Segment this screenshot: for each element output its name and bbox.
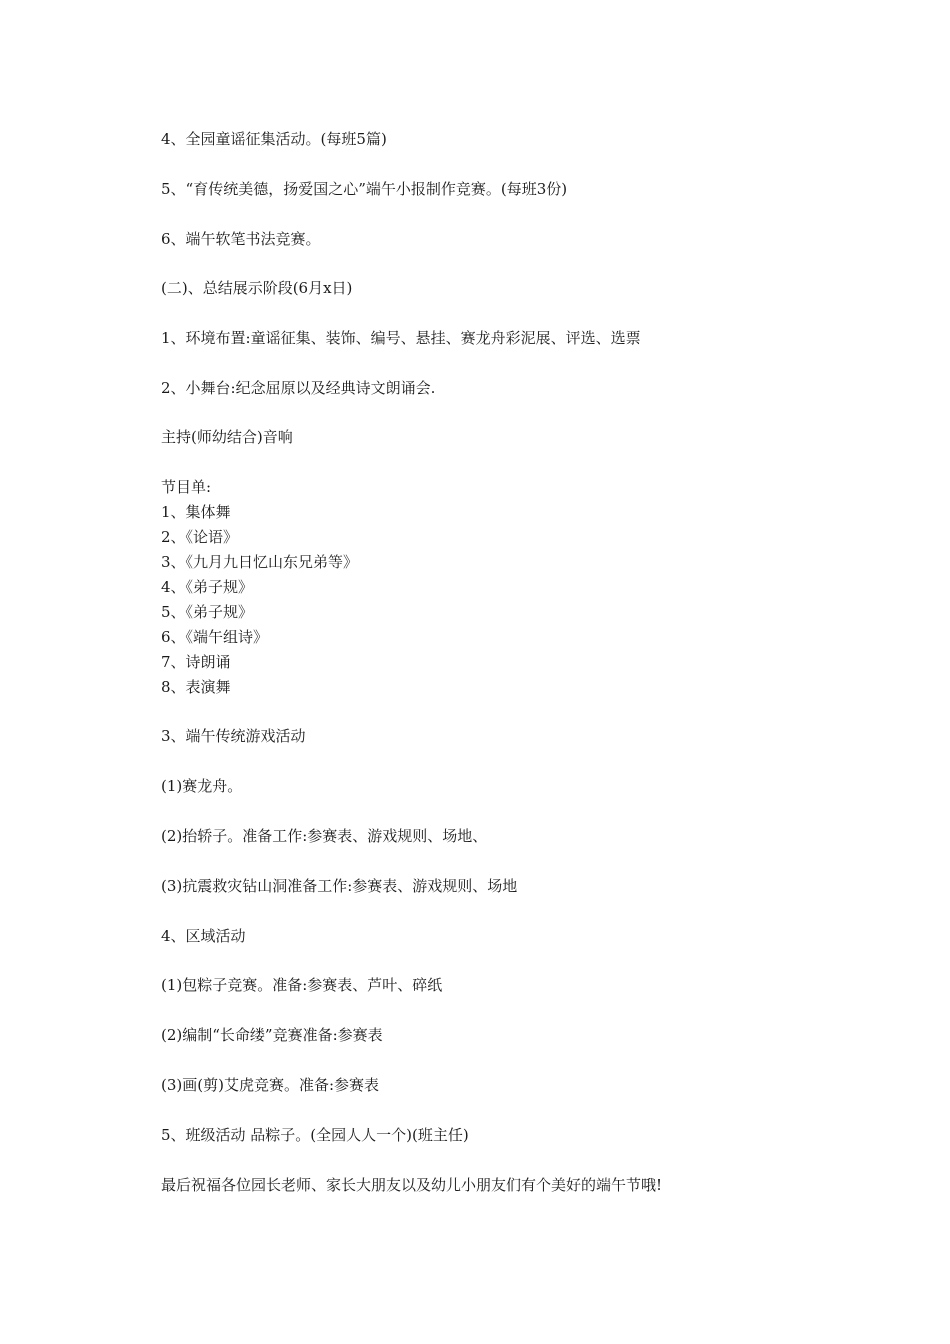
program-item: 5、《弟子规》	[161, 603, 254, 621]
stage-item: 2、小舞台:纪念屈原以及经典诗文朗诵会.	[161, 379, 436, 397]
host-line: 主持(师幼结合)音响	[161, 428, 293, 446]
program-item: 1、集体舞	[161, 503, 231, 521]
program-item: 7、诗朗诵	[161, 653, 231, 671]
area-heading: 4、区域活动	[161, 927, 246, 945]
activity-item: 4、全园童谣征集活动。(每班5篇)	[161, 130, 387, 148]
stage-item: 1、环境布置:童谣征集、装饰、编号、悬挂、赛龙舟彩泥展、评选、选票	[161, 329, 641, 347]
area-item: (2)编制“长命缕”竞赛准备:参赛表	[161, 1026, 383, 1044]
stage-heading: (二)、总结展示阶段(6月x日)	[161, 279, 353, 297]
program-item: 6、《端午组诗》	[161, 628, 269, 646]
game-item: (2)抬轿子。准备工作:参赛表、游戏规则、场地、	[161, 827, 488, 845]
program-heading: 节目单:	[161, 478, 212, 496]
program-item: 8、表演舞	[161, 678, 231, 696]
closing-line: 最后祝福各位园长老师、家长大朋友以及幼儿小朋友们有个美好的端午节哦!	[161, 1176, 663, 1194]
game-item: (3)抗震救灾钻山洞准备工作:参赛表、游戏规则、场地	[161, 877, 518, 895]
program-item: 3、《九月九日忆山东兄弟等》	[161, 553, 359, 571]
area-item: (1)包粽子竞赛。准备:参赛表、芦叶、碎纸	[161, 976, 443, 994]
games-heading: 3、端午传统游戏活动	[161, 727, 306, 745]
program-item: 2、《论语》	[161, 528, 239, 546]
area-item: (3)画(剪)艾虎竞赛。准备:参赛表	[161, 1076, 380, 1094]
activity-item: 6、端午软笔书法竞赛。	[161, 230, 321, 248]
activity-item: 5、“育传统美德，扬爱国之心”端午小报制作竞赛。(每班3份)	[161, 180, 568, 198]
game-item: (1)赛龙舟。	[161, 777, 243, 795]
class-activity: 5、班级活动 品粽子。(全园人人一个)(班主任)	[161, 1126, 469, 1144]
program-item: 4、《弟子规》	[161, 578, 254, 596]
